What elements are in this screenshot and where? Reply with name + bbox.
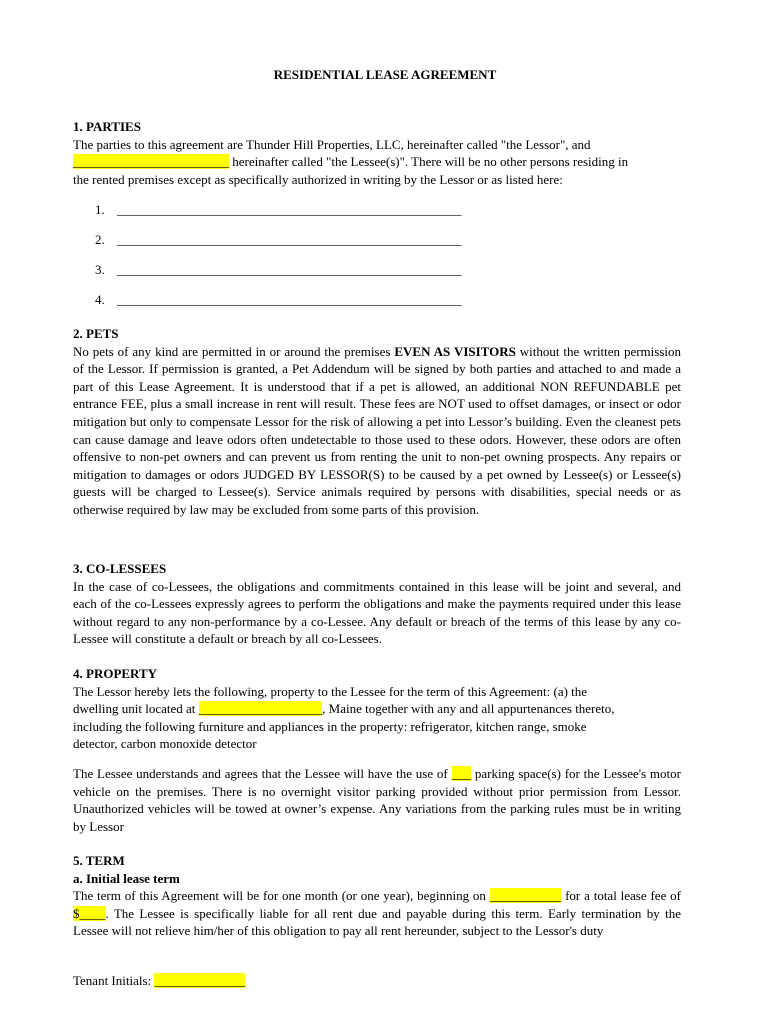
document-title: RESIDENTIAL LEASE AGREEMENT	[273, 67, 497, 82]
co-lessees-paragraph: In the case of co-Lessees, the obligations and commitments contained in this lease will be joint and several, and each of the co-Lessees expressly agrees to perform the obligations and make the payments required under this lease without regard to any non-performance by a co-Lessee. Any default or breach of the terms of this lease by any co-Lessee will constitute a default or breach by all co-Lessees.	[73, 578, 681, 647]
section-heading: 1. PARTIES	[73, 119, 141, 134]
pets-paragraph: No pets of any kind are permitted in or around the premises EVEN AS VISITORS without the written permission of the Lessor. If permission is granted, a Pet Addendum will be signed by both parties and attached to and made a part of this Lease Agreement. It is understood that if a pet is allowed, an additional NON REFUNDABLE pet entrance FEE, plus a small increase in rent will result. These fees are NOT used to offset damages, or insect or odor mitigation but only to compensate Lessor for the risk of allowing a pet into Lessor’s building. Even the cleanest pets can cause damage and leave odors often undetectable to those used to these odors. However, these odors are often offensive to non-pet owners and can prevent us from renting the unit to non-pet owning prospects. Any repairs or mitigation to damages or odors JUDGED BY LESSOR(S) to be caused by a pet owned by Lessee(s) or Lessee(s) guests will be charged to Lessee(s). Service animals required by persons with disabilities, special needs or as otherwise required by law may be excluded from some parts of this provision.	[73, 343, 682, 517]
term-paragraph: The term of this Agreement will be for one month (or one year), beginning on ___________ for a total lease fee of $____. The Lessee is specifically liable for all rent due and payable during this term. Early termination by the Lessee will not relieve him/her of this obligation to pay all rent hereunder, subject to the Lessor's duty	[73, 888, 682, 939]
paragraph-line: the rented premises except as specifically authorized in writing by the Lessor or as listed here:	[73, 171, 563, 187]
paragraph-line: dwelling unit located at ___________________, Maine together with any and all appurtenances thereto,	[73, 701, 615, 717]
resident-line-2[interactable]: 2. _____________________________________________________	[95, 232, 462, 247]
resident-line-1[interactable]: 1. _____________________________________________________	[95, 202, 462, 217]
section-pets	[73, 325, 681, 519]
paragraph-line: detector, carbon monoxide detector	[73, 736, 257, 752]
section-property	[73, 665, 681, 753]
footer	[73, 972, 681, 990]
address-field[interactable]: ___________________	[198, 701, 323, 717]
lease-fee-field[interactable]: $____	[73, 905, 106, 921]
subsection-heading: a. Initial lease term	[73, 870, 180, 886]
parking-spaces-field[interactable]: ___	[451, 766, 472, 781]
parking-paragraph: The Lessee understands and agrees that the Lessee will have the use of ___ parking space(s) for the Lessee's motor vehicle on the premises. There is no overnight visitor parking provided without prior permission from Lessor. Unauthorized vehicles will be towed at owner’s expense. Any variations from the parking rules must be in writing by Lessor	[73, 766, 681, 834]
lessee-name-field[interactable]: ________________________	[73, 154, 229, 170]
section-heading: 3. CO-LESSEES	[73, 561, 167, 576]
section-heading: 2. PETS	[73, 326, 119, 341]
paragraph-line: The parties to this agreement are Thunder Hill Properties, LLC, hereinafter called "the Lessor", and	[73, 136, 591, 152]
tenant-initials-field[interactable]: ______________	[154, 973, 246, 988]
section-heading: 4. PROPERTY	[73, 666, 158, 681]
tenant-initials-label: Tenant Initials:	[73, 973, 155, 988]
resident-line-3[interactable]: 3. _____________________________________________________	[95, 262, 462, 277]
paragraph-line: including the following furniture and appliances in the property: refrigerator, kitchen range, smoke	[73, 718, 587, 734]
section-heading: 5. TERM	[73, 853, 125, 868]
paragraph-line: The Lessor hereby lets the following, property to the Lessee for the term of this Agreement: (a) the	[73, 683, 588, 699]
start-date-field[interactable]: ___________	[489, 888, 562, 904]
section-term	[73, 852, 681, 940]
resident-line-4[interactable]: 4. _____________________________________________________	[95, 292, 462, 307]
section-parties	[73, 118, 681, 188]
paragraph-line: ________________________ hereinafter called "the Lessee(s)". There will be no other persons residing in	[73, 154, 629, 170]
section-co-lessees	[73, 560, 681, 648]
